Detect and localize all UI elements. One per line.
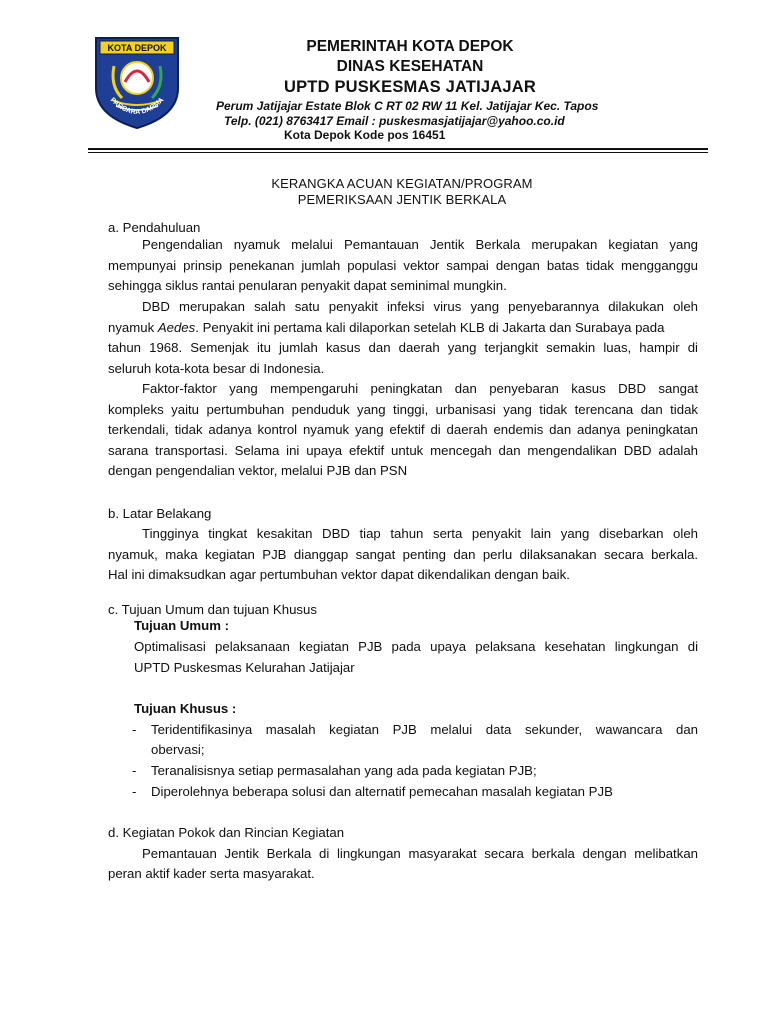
- paragraph-line: sehingga siklus rantai penularan penyakit dapat seminimal mungkin.: [108, 278, 507, 293]
- logo-bottom-text: PARCARA DARMA: [108, 96, 166, 117]
- bullet-marker: -: [132, 763, 137, 778]
- bullet-item-continued: obervasi;: [151, 742, 205, 757]
- paragraph-line: Pengendalian nyamuk melalui Pemantauan Jentik Berkala merupakan kegiatan yang: [142, 237, 698, 252]
- paragraph-line: dengan pengendalian vektor, melalui PJB dan PSN: [108, 463, 408, 478]
- tujuan-umum-label: Tujuan Umum :: [134, 618, 229, 633]
- paragraph-line: Pemantauan Jentik Berkala di lingkungan masyarakat secara berkala dengan melibatkan: [142, 846, 698, 861]
- logo-top-text: KOTA DEPOK: [107, 43, 167, 53]
- header-rule-thin: [88, 152, 708, 153]
- paragraph-line: Hal ini dimaksudkan agar pertumbuhan vektor dapat dikendalikan dengan baik.: [108, 567, 570, 582]
- header-postal: Kota Depok Kode pos 16451: [284, 128, 446, 142]
- header-address: Perum Jatijajar Estate Blok C RT 02 RW 11 Kel. Jatijajar Kec. Tapos: [216, 99, 599, 113]
- document-subtitle: PEMERIKSAAN JENTIK BERKALA: [297, 192, 507, 207]
- header-rule-thick: [88, 148, 708, 150]
- header-institution: UPTD PUSKESMAS JATIJAJAR: [283, 78, 537, 96]
- tujuan-khusus-label: Tujuan Khusus :: [134, 701, 237, 716]
- kota-depok-emblem-icon: [92, 36, 182, 130]
- text-span: nyamuk: [108, 320, 158, 335]
- paragraph-line: seluruh kota-kota besar di Indonesia.: [108, 361, 325, 376]
- paragraph-line: terkendali, tidak adanya kontrol nyamuk yang efektif di daerah endemis dan adanya peningkatan: [108, 422, 698, 437]
- document-title: KERANGKA ACUAN KEGIATAN/PROGRAM: [271, 176, 533, 191]
- section-d-heading: d. Kegiatan Pokok dan Rincian Kegiatan: [108, 825, 345, 840]
- section-c-heading: c. Tujuan Umum dan tujuan Khusus: [108, 602, 317, 617]
- species-name: Aedes: [157, 320, 196, 335]
- section-a-heading: a. Pendahuluan: [108, 220, 201, 235]
- header-contact: Telp. (021) 8763417 Email : puskesmasjatijajar@yahoo.co.id: [224, 114, 565, 128]
- header-department: DINAS KESEHATAN: [336, 58, 484, 75]
- bullet-item: Diperolehnya beberapa solusi dan alternatif pemecahan masalah kegiatan PJB: [151, 784, 613, 799]
- paragraph-line: Optimalisasi pelaksanaan kegiatan PJB pada upaya pelaksana kesehatan lingkungan di: [134, 639, 698, 654]
- paragraph-line: UPTD Puskesmas Kelurahan Jatijajar: [134, 660, 355, 675]
- paragraph-line: mempunyai prinsip penekanan jumlah populasi vektor sampai dengan batas tidak mengganggu: [108, 258, 698, 273]
- bullet-item: Teranalisisnya setiap permasalahan yang ada pada kegiatan PJB;: [151, 763, 537, 778]
- bullet-marker: -: [132, 722, 137, 737]
- header-government: PEMERINTAH KOTA DEPOK: [306, 38, 514, 55]
- paragraph-line: sarana transportasi. Selama ini upaya efektif untuk mencegah dan mengendalikan DBD adalah: [108, 443, 698, 458]
- paragraph-line: Faktor-faktor yang mempengaruhi peningkatan dan penyebaran kasus DBD sangat: [142, 381, 698, 396]
- text-span: . Penyakit ini pertama kali dilaporkan setelah KLB di Jakarta dan Surabaya pada: [195, 320, 665, 335]
- paragraph-line: peran aktif kader serta masyarakat.: [108, 866, 315, 881]
- paragraph-line: tahun 1968. Semenjak itu jumlah kasus dan daerah yang terjangkit semakin luas, hampir di: [108, 340, 698, 355]
- paragraph-line: [108, 320, 698, 336]
- paragraph-line: kompleks yaitu pertumbuhan penduduk yang tinggi, urbanisasi yang tidak terencana dan tidak: [108, 402, 698, 417]
- section-b-heading: b. Latar Belakang: [108, 506, 212, 521]
- paragraph-line: nyamuk, maka kegiatan PJB dianggap sangat penting dan perlu dilaksanakan secara berkala.: [108, 547, 698, 562]
- paragraph-line: Tingginya tingkat kesakitan DBD tiap tahun serta penyakit lain yang disebarkan oleh: [142, 526, 698, 541]
- bullet-item: Teridentifikasinya masalah kegiatan PJB melalui data sekunder, wawancara dan: [151, 722, 698, 737]
- paragraph-line: DBD merupakan salah satu penyakit infeksi virus yang penyebarannya dilakukan oleh: [142, 299, 698, 314]
- bullet-marker: -: [132, 784, 137, 799]
